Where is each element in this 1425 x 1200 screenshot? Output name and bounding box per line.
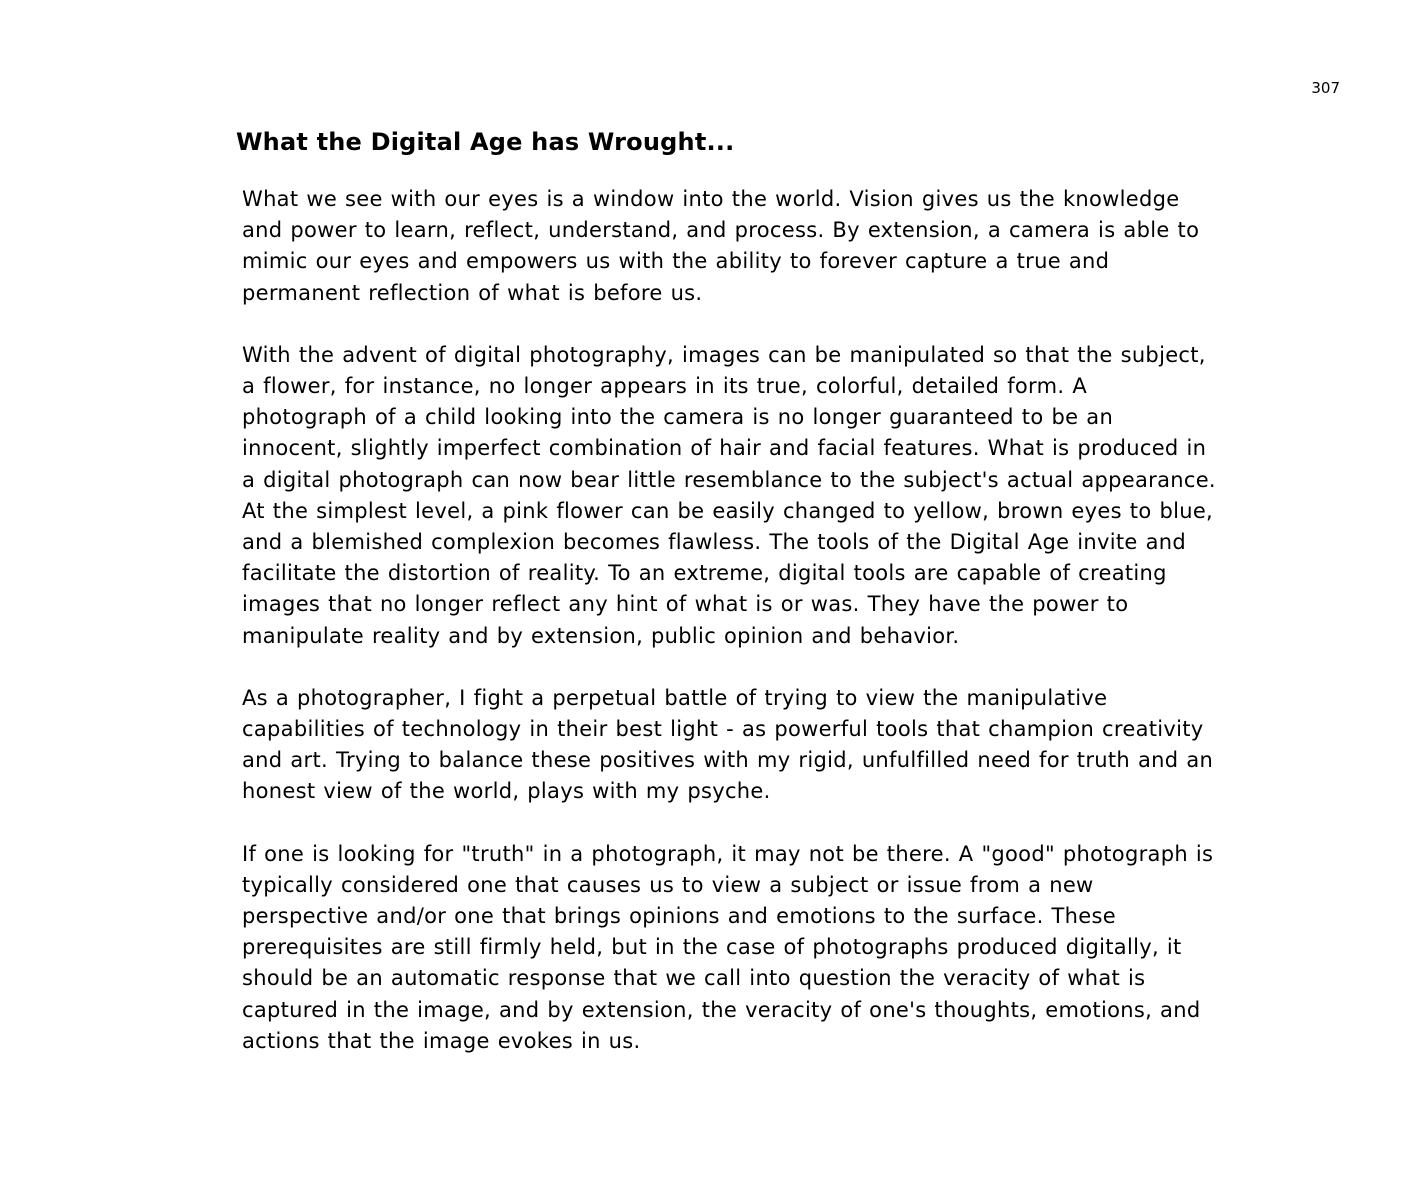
article-body: [242, 184, 1282, 1088]
text-line: a flower, for instance, no longer appears in its true, colorful, detailed form. A: [242, 374, 1087, 399]
text-line: and a blemished complexion becomes flawless. The tools of the Digital Age invite and: [242, 530, 1187, 555]
text-line: actions that the image evokes in us.: [242, 1028, 641, 1053]
text-line: typically considered one that causes us to view a subject or issue from a new: [242, 872, 1094, 897]
paragraph-4: [242, 839, 1282, 1057]
page-number: 307: [1311, 79, 1340, 97]
text-line: capabilities of technology in their best light - as powerful tools that champion creativity: [242, 717, 1204, 742]
text-line: captured in the image, and by extension, the veracity of one's thoughts, emotions, and: [242, 997, 1201, 1022]
text-line: If one is looking for "truth" in a photograph, it may not be there. A "good" photograph is: [242, 841, 1214, 866]
text-line: should be an automatic response that we call into question the veracity of what is: [242, 966, 1146, 991]
text-line: mimic our eyes and empowers us with the ability to forever capture a true and: [242, 249, 1110, 274]
text-line: and power to learn, reflect, understand, and process. By extension, a camera is able to: [242, 218, 1200, 243]
text-line: photograph of a child looking into the camera is no longer guaranteed to be an: [242, 405, 1114, 430]
text-line: prerequisites are still firmly held, but in the case of photographs produced digitally, it: [242, 935, 1182, 960]
text-line: permanent reflection of what is before us.: [242, 280, 703, 305]
text-line: images that no longer reflect any hint of what is or was. They have the power to: [242, 592, 1129, 617]
text-line: manipulate reality and by extension, public opinion and behavior.: [242, 623, 960, 648]
text-line: At the simplest level, a pink flower can be easily changed to yellow, brown eyes to blue,: [242, 498, 1214, 523]
paragraph-2: [242, 340, 1282, 652]
paragraph-3: [242, 683, 1282, 808]
paragraph-1: [242, 184, 1282, 309]
text-line: innocent, slightly imperfect combination of hair and facial features. What is produced in: [242, 436, 1207, 461]
text-line: With the advent of digital photography, images can be manipulated so that the subject,: [242, 342, 1206, 367]
text-line: What we see with our eyes is a window into the world. Vision gives us the knowledge: [242, 187, 1180, 211]
text-line: honest view of the world, plays with my psyche.: [242, 779, 771, 804]
text-line: As a photographer, I fight a perpetual battle of trying to view the manipulative: [242, 685, 1108, 710]
text-line: facilitate the distortion of reality. To an extreme, digital tools are capable of creating: [242, 561, 1167, 586]
text-line: a digital photograph can now bear little resemblance to the subject's actual appearance.: [242, 467, 1216, 492]
page-title: What the Digital Age has Wrought...: [236, 128, 735, 156]
text-line: and art. Trying to balance these positives with my rigid, unfulfilled need for truth and an: [242, 748, 1214, 773]
text-line: perspective and/or one that brings opinions and emotions to the surface. These: [242, 904, 1116, 929]
